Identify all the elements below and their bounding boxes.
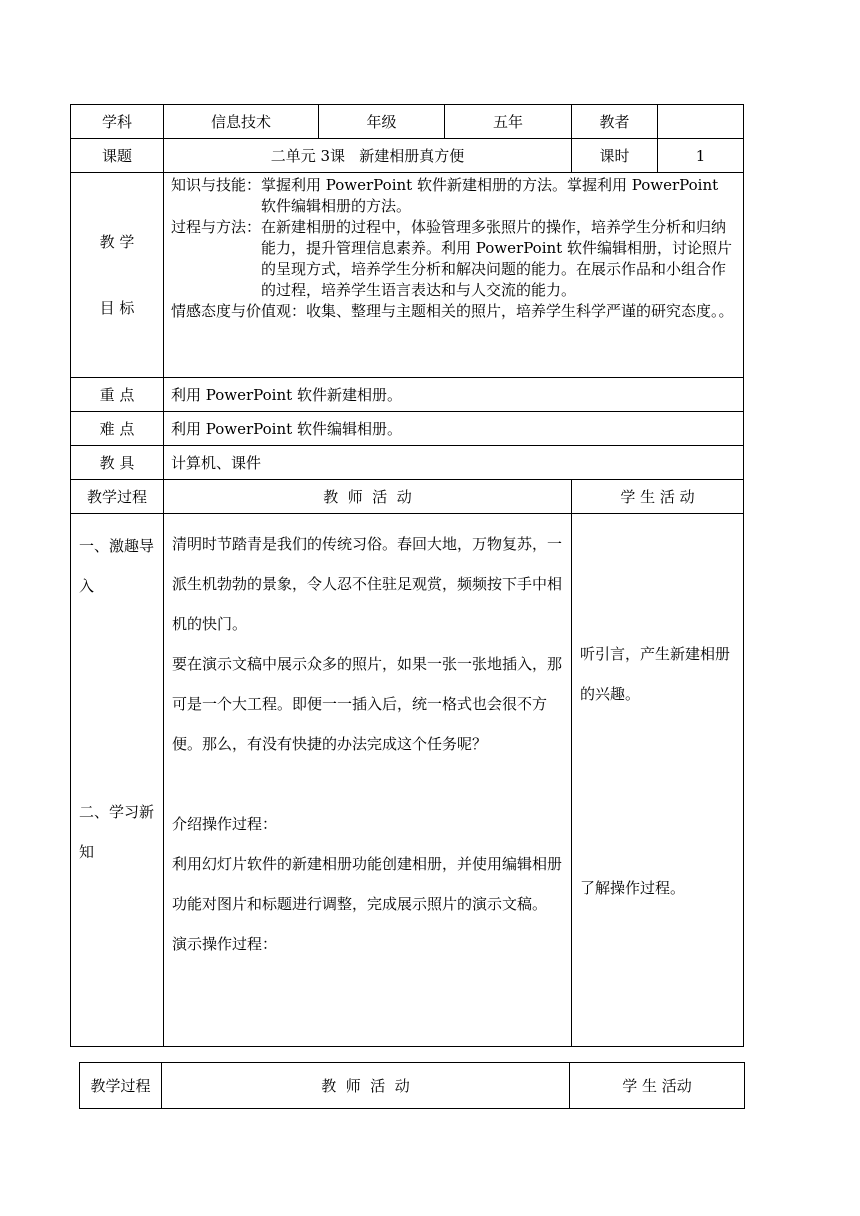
subject-label: 学科 [71,105,164,139]
objective-knowledge [171,175,737,217]
step1-teacher-p2: 要在演示文稿中展示众多的照片，如果一张一张地插入，那可是一个大工程。即便一一插入后，统一格式也会很不方便。那么，有没有快捷的办法完成这个任务呢？ [172,655,563,753]
key-point-value: 利用 PowerPoint 软件新建相册。 [164,378,744,412]
objectives-body [164,173,744,378]
teacher-label: 教者 [572,105,658,139]
process-col-label: 教学过程 [71,480,164,514]
objective-text: 在新建相册的过程中，体验管理多张照片的操作，培养学生分析和归纳能力，提升管理信息素养。利用 PowerPoint 软件编辑相册，讨论照片的呈现方式，培养学生分析和解决问题的能力。在展示作品和小组合作的过程，培养学生语言表达和与人交流的能力。 [261,218,732,299]
process-row [71,514,744,1047]
step2-teacher-p1: 介绍操作过程： [172,815,278,833]
second-header-row [80,1063,745,1109]
process-steps [71,514,164,1047]
lesson-plan-table [70,104,744,1047]
objectives-label-line2: 目 标 [99,299,135,317]
tools-value: 计算机、课件 [164,446,744,480]
objectives-label [71,173,164,378]
topic-label: 课题 [71,139,164,173]
difficulty-label: 难 点 [71,412,164,446]
teacher-activity [164,514,572,1047]
tools-row [71,446,744,480]
difficulty-value: 利用 PowerPoint 软件编辑相册。 [164,412,744,446]
objective-text: 掌握利用 PowerPoint 软件新建相册的方法。掌握利用 PowerPoint 软件编辑相册的方法。 [261,176,719,215]
tools-label: 教 具 [71,446,164,480]
key-point-label: 重 点 [71,378,164,412]
step1-teacher-p1: 清明时节踏青是我们的传统习俗。春回大地，万物复苏，一派生机勃勃的景象，令人忍不住驻足观赏，频频按下手中相机的快门。 [172,535,563,633]
teacher-value [658,105,744,139]
second-process-label: 教学过程 [80,1063,162,1109]
topic-value: 二单元 3课 新建相册真方便 [164,139,572,173]
hours-value: 1 [658,139,744,173]
objective-text: 收集、整理与主题相关的照片，培养学生科学严谨的研究态度。。 [306,302,734,320]
grade-label: 年级 [319,105,445,139]
objective-key: 知识与技能： [171,176,262,194]
grade-value: 五年 [445,105,572,139]
student-activity-header: 学 生 活 动 [572,480,744,514]
step1-label: 一、激趣导入 [79,537,155,595]
header-row [71,105,744,139]
second-teacher-header: 教 师 活 动 [162,1063,570,1109]
step1-student: 听引言，产生新建相册的兴趣。 [580,645,731,703]
subject-value: 信息技术 [164,105,319,139]
student-activity [572,514,744,1047]
objective-process [171,217,737,301]
objective-attitude [171,301,737,322]
objective-key: 过程与方法： [171,218,262,236]
difficulty-row [71,412,744,446]
teacher-activity-header: 教 师 活 动 [164,480,572,514]
step2-student: 了解操作过程。 [580,879,686,897]
step2-teacher-p2: 利用幻灯片软件的新建相册功能创建相册，并使用编辑相册功能对图片和标题进行调整，完成展示照片的演示文稿。 [172,855,563,913]
key-point-row [71,378,744,412]
step2-label: 二、学习新知 [79,803,155,861]
process-header-row [71,480,744,514]
topic-row [71,139,744,173]
step2-teacher-p3: 演示操作过程： [172,935,278,953]
objectives-row [71,173,744,378]
hours-label: 课时 [572,139,658,173]
objective-key: 情感态度与价值观： [171,302,307,320]
second-student-header: 学 生 活动 [570,1063,745,1109]
second-page-header-table [79,1062,745,1109]
objectives-label-line1: 教 学 [99,233,135,251]
